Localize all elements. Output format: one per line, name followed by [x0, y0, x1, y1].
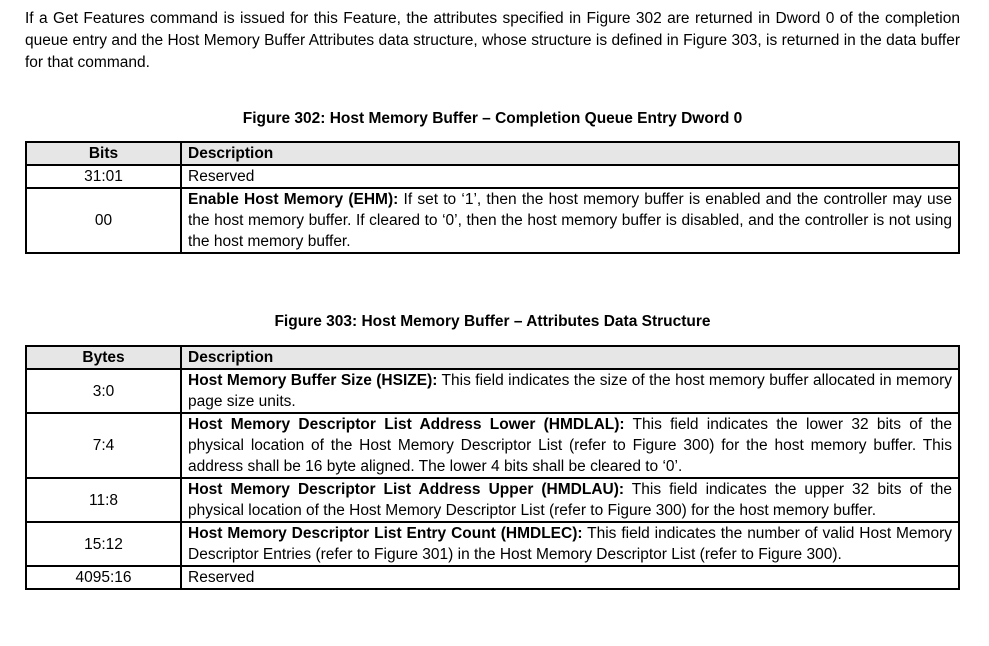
figure-303-title: Figure 303: Host Memory Buffer – Attributes Data Structure [274, 313, 711, 330]
description-column-header: Description [181, 142, 959, 165]
description-cell [181, 413, 959, 478]
bytes-cell: 3:0 [26, 369, 181, 413]
description-cell [181, 522, 959, 566]
field-description-text: This field indicates the upper 32 bits of the physical location of the Host Memory Descriptor List (refer to Figure 300) for the host memory buffer. [188, 481, 952, 519]
intro-paragraph: If a Get Features command is issued for this Feature, the attributes specified in Figure 302 are returned in Dword 0 of the completion queue entry and the Host Memory Buffer Attributes data structure, whose structure is defined in Figure 303, is returned in the data buffer for that command. [25, 10, 960, 71]
figure-302-header-row [26, 142, 959, 165]
bytes-cell: 11:8 [26, 478, 181, 522]
field-name-bold: Host Memory Buffer Size (HSIZE): [188, 372, 438, 389]
bits-cell: 31:01 [26, 165, 181, 188]
description-column-header: Description [181, 346, 959, 369]
field-name-bold: Host Memory Descriptor List Address Lower (HMDLAL): [188, 416, 625, 433]
figure-303-table [25, 345, 960, 590]
table-row-bits-00 [26, 188, 959, 253]
description-cell [181, 165, 959, 188]
table-row-bytes-11-8 [26, 478, 959, 522]
bits-cell: 00 [26, 188, 181, 253]
field-description-text: Reserved [188, 569, 255, 586]
field-description-text: Reserved [188, 168, 255, 185]
bytes-cell: 4095:16 [26, 566, 181, 589]
description-cell [181, 478, 959, 522]
table-row-bytes-15-12 [26, 522, 959, 566]
table-row-bytes-3-0 [26, 369, 959, 413]
field-description-text: This field indicates the number of valid Host Memory Descriptor Entries (refer to Figure 301) in the Host Memory Descriptor List (refer to Figure 300). [188, 525, 952, 563]
bytes-column-header: Bytes [26, 346, 181, 369]
field-name-bold: Host Memory Descriptor List Entry Count (HMDLEC): [188, 525, 583, 542]
field-description-text: This field indicates the size of the host memory buffer allocated in memory page size units. [188, 372, 952, 410]
table-row-bytes-7-4 [26, 413, 959, 478]
bits-column-header: Bits [26, 142, 181, 165]
field-name-bold: Host Memory Descriptor List Address Upper (HMDLAU): [188, 481, 625, 498]
bytes-cell: 15:12 [26, 522, 181, 566]
table-row-bits-31-01 [26, 165, 959, 188]
field-description-text: This field indicates the lower 32 bits of the physical location of the Host Memory Descriptor List (refer to Figure 300) for the host memory buffer. This address shall be 16 byte aligned. The lower 4 bits shall be cleared to ‘0’. [188, 416, 952, 475]
bytes-cell: 7:4 [26, 413, 181, 478]
table-row-bytes-4095-16 [26, 566, 959, 589]
description-cell [181, 369, 959, 413]
field-name-bold: Enable Host Memory (EHM): [188, 191, 399, 208]
description-cell [181, 566, 959, 589]
figure-302-table [25, 141, 960, 254]
description-cell [181, 188, 959, 253]
figure-302-title: Figure 302: Host Memory Buffer – Completion Queue Entry Dword 0 [242, 110, 743, 127]
field-description-text: If set to ‘1’, then the host memory buffer is enabled and the controller may use the host memory buffer. If cleared to ‘0’, then the host memory buffer is disabled, and the controller is not using the host memory buffer. [188, 191, 952, 250]
figure-303-header-row [26, 346, 959, 369]
